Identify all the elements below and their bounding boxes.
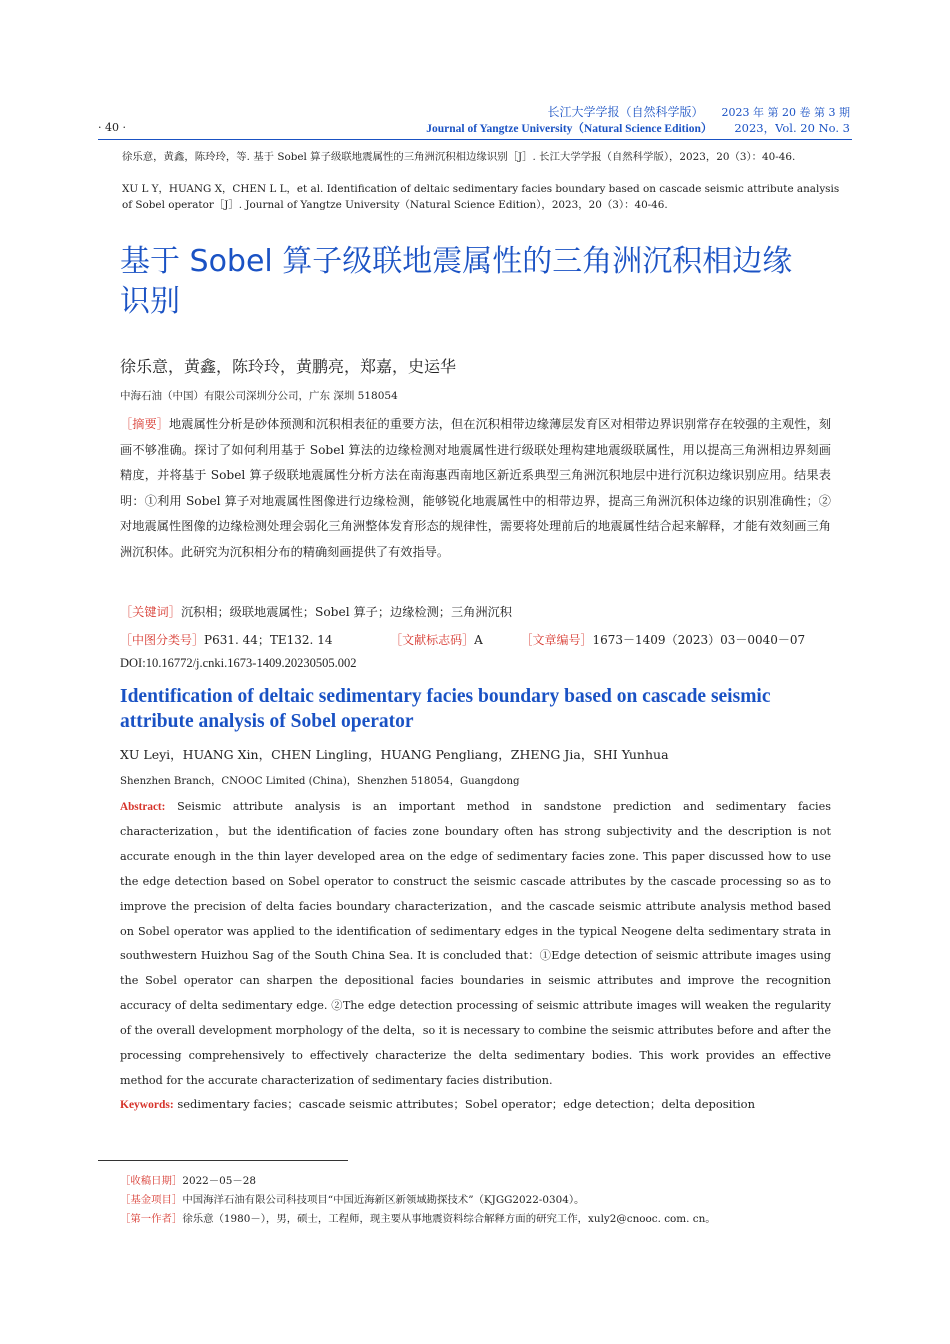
- first-author-label: ［第一作者］: [120, 1213, 183, 1225]
- header-journal-cn: 长江大学学报（自然科学版）: [547, 105, 704, 119]
- abstract-en-label: Abstract:: [120, 801, 166, 813]
- header-issue-en: 2023，Vol. 20 No. 3: [734, 121, 850, 135]
- affiliation-cn: 中海石油（中国）有限公司深圳分公司，广东 深圳 518054: [120, 390, 398, 402]
- title-en: Identification of deltaic sedimentary facies boundary based on cascade seismic attribute analysis of Sobel operator: [120, 686, 771, 732]
- first-author-value: 徐乐意（1980－），男，硕士，工程师，现主要从事地震资料综合解释方面的研究工作，xuly2@cnooc. com. cn。: [182, 1213, 716, 1225]
- abstract-en-text: Seismic attribute analysis is an important method in sandstone prediction and sedimentary facies characterization，but the identification of facies zone boundary often has strong subjectivity and the description is not accurate enough in the thin layer developed area on the edge of sedimentary facies zone. This paper discussed how to use the edge detection based on Sobel operator to construct the seismic cascade attributes by the cascade processing so as to improve the precision of delta facies boundary characterization，and the cascade seismic attribute analysis method based on Sobel operator was applied to the identification of sedimentary edges in the typical Neogene delta sedimentary strata in southwestern Huizhou Sag of the South China Sea. It is concluded that：①Edge detection of seismic attribute images using the Sobel operator can sharpen the depositional facies boundaries in seismic attributes and improve the recognition accuracy of delta sedimentary edge. ②The edge detection processing of seismic attribute images will weaken the regularity of the overall development morphology of the delta，so it is necessary to combine the seismic attributes before and after the processing comprehensively to effectively characterize the delta sedimentary bodies. This work provides an effective method for the accurate characterization of sedimentary facies distribution.: [120, 800, 831, 1087]
- footnote-divider: [98, 1160, 348, 1161]
- fund-label: ［基金项目］: [120, 1194, 183, 1206]
- header-issue-cn: 2023 年 第 20 卷 第 3 期: [721, 106, 850, 119]
- header-journal-en-line: [426, 120, 850, 136]
- received-value: 2022－05－28: [182, 1175, 257, 1187]
- title-cn: 基于 Sobel 算子级联地震属性的三角洲沉积相边缘识别: [120, 244, 793, 319]
- received-label: ［收稿日期］: [120, 1175, 183, 1187]
- doi: DOI:10.16772/j.cnki.1673-1409.20230505.002: [120, 656, 357, 670]
- header-divider: [98, 139, 852, 140]
- keywords-cn-text: 沉积相；级联地震属性；Sobel 算子；边缘检测；三角洲沉积: [180, 605, 512, 619]
- header-journal-en: Journal of Yangtze University（Natural Science Edition）: [426, 123, 713, 135]
- abstract-cn-label: ［摘要］: [120, 417, 170, 431]
- fund-value: 中国海洋石油有限公司科技项目“中国近海新区新领域勘探技术”（KJGG2022-0304）。: [182, 1194, 585, 1206]
- article-no-value: 1673－1409（2023）03－0040－07: [592, 633, 806, 647]
- clc-value: P631. 44；TE132. 14: [204, 633, 333, 647]
- doc-code-value: A: [474, 633, 483, 647]
- keywords-en-text: sedimentary facies；cascade seismic attributes；Sobel operator；edge detection；delta deposition: [177, 1097, 755, 1111]
- affiliation-en: Shenzhen Branch，CNOOC Limited (China)，Shenzhen 518054，Guangdong: [120, 776, 520, 787]
- classification-row: [120, 631, 840, 648]
- citation-cn: 徐乐意，黄鑫，陈玲玲，等. 基于 Sobel 算子级联地震属性的三角洲沉积相边缘识别［J］. 长江大学学报（自然科学版），2023，20（3）：40-46.: [122, 151, 796, 163]
- abstract-en: [120, 795, 831, 1094]
- abstract-cn: [120, 412, 831, 565]
- keywords-en: [120, 1096, 755, 1112]
- clc-label: ［中图分类号］: [120, 633, 205, 647]
- footnote-fund: [120, 1191, 584, 1206]
- footnote-received: [120, 1172, 256, 1187]
- keywords-en-label: Keywords:: [120, 1099, 174, 1111]
- authors-cn: 徐乐意，黄鑫，陈玲玲，黄鹏亮，郑嘉，史运华: [120, 357, 457, 376]
- citation-en: XU L Y，HUANG X，CHEN L L，et al. Identification of deltaic sedimentary facies boundary based on cascade seismic attribute analysis of Sobel operator［J］. Journal of Yangtze University（Natural Science Edition），2023，20（3）：40-46.: [122, 183, 840, 211]
- article-no-label: ［文章编号］: [520, 633, 593, 647]
- footnote-first-author: [120, 1210, 716, 1225]
- authors-en: XU Leyi，HUANG Xin，CHEN Lingling，HUANG Pengliang，ZHENG Jia，SHI Yunhua: [120, 747, 669, 762]
- doc-code-label: ［文献标志码］: [390, 633, 475, 647]
- abstract-cn-text: 地震属性分析是砂体预测和沉积相表征的重要方法，但在沉积相带边缘薄层发育区对相带边界识别常存在较强的主观性，刻画不够准确。探讨了如何利用基于 Sobel 算法的边缘检测对地震属性进行级联处理构建地震级联属性，用以提高三角洲相边界刻画精度，并将基于 Sobel 算子级联地震属性分析方法在南海惠西南地区新近系典型三角洲沉积地层中进行沉积边缘识别应用。结果表明：①利用 Sobel 算子对地震属性图像进行边缘检测，能够锐化地震属性中的相带边界，提高三角洲沉积体边缘的识别准确性；②对地震属性图像的边缘检测处理会弱化三角洲整体发育形态的规律性，需要将处理前后的地震属性结合起来解释，才能有效刻画三角洲沉积体。此研究为沉积相分布的精确刻画提供了有效指导。: [120, 417, 832, 559]
- page-number: · 40 ·: [98, 121, 126, 134]
- header-journal-cn-line: [548, 103, 850, 120]
- keywords-cn: [120, 603, 512, 620]
- keywords-cn-label: ［关键词］: [120, 605, 181, 619]
